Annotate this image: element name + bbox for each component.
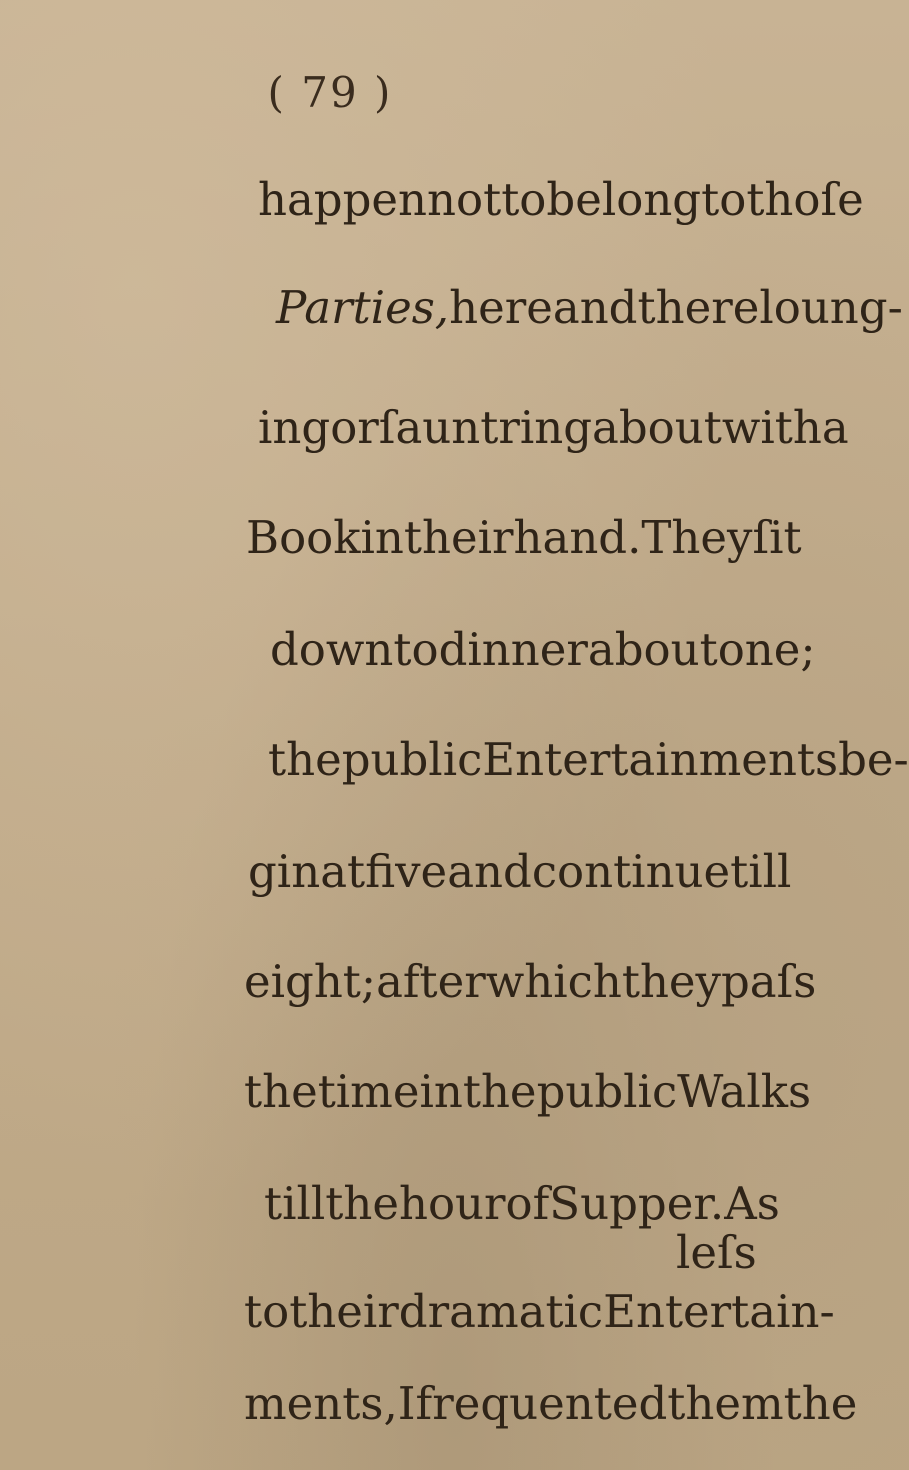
word: the: [462, 1065, 537, 1118]
word: the: [244, 1065, 318, 1118]
word: ſit: [752, 511, 802, 564]
word: after: [376, 955, 486, 1008]
word: hour: [398, 1177, 506, 1230]
word: there: [637, 281, 760, 334]
word: a: [821, 401, 849, 454]
word: till: [264, 1177, 326, 1230]
word: ing: [258, 401, 331, 454]
word: happen: [258, 173, 428, 226]
word: they: [621, 955, 721, 1008]
page-number-text: ( 79 ): [267, 68, 393, 117]
catchword: leſs: [676, 1226, 757, 1279]
text-line-3: [258, 398, 849, 458]
word: with: [721, 401, 822, 454]
word: five: [365, 845, 448, 898]
word: at: [320, 845, 366, 898]
word: here: [449, 281, 553, 334]
text-line-7: [248, 842, 792, 902]
text-line-9: [244, 1062, 812, 1122]
word: gin: [248, 845, 321, 898]
word: the: [325, 1177, 399, 1230]
text-line-8: [244, 952, 817, 1012]
page-number: [0, 68, 800, 117]
word: Book: [246, 511, 361, 564]
word: thoſe: [746, 173, 864, 226]
word: the: [783, 1377, 858, 1430]
word: and: [552, 281, 638, 334]
word: They: [641, 511, 753, 564]
word: their: [403, 511, 514, 564]
word: public: [536, 1065, 678, 1118]
word: not: [427, 173, 502, 226]
word: one;: [717, 623, 816, 676]
word: which: [485, 955, 622, 1008]
word: Entertain-: [603, 1285, 835, 1338]
word: dramatic: [398, 1285, 604, 1338]
word: to: [701, 173, 747, 226]
text-line-11: [244, 1282, 835, 1342]
word: hand.: [513, 511, 642, 564]
text-line-5: [270, 620, 816, 680]
word: their: [289, 1285, 399, 1338]
word: in: [360, 511, 404, 564]
word: eight;: [244, 955, 377, 1008]
word: to: [244, 1285, 290, 1338]
word: of: [505, 1177, 550, 1230]
word: Parties,: [276, 281, 450, 334]
word: dinner: [438, 623, 588, 676]
word: Entertainments: [482, 733, 839, 786]
text-line-6: [268, 730, 909, 790]
word: ſauntring: [378, 401, 593, 454]
word: loung-: [759, 281, 903, 334]
word: continue: [531, 845, 731, 898]
word: be-: [838, 733, 909, 786]
word: the: [268, 733, 342, 786]
word: about: [592, 401, 722, 454]
word: As: [724, 1177, 780, 1230]
word: time: [317, 1065, 420, 1118]
word: frequented: [415, 1377, 668, 1430]
word: public: [341, 733, 483, 786]
word: Supper.: [549, 1177, 725, 1230]
word: or: [330, 401, 379, 454]
word: I: [397, 1377, 416, 1430]
text-line-1: [258, 170, 864, 230]
word: to: [393, 623, 439, 676]
word: them: [667, 1377, 784, 1430]
word: to: [501, 173, 547, 226]
word: about: [587, 623, 718, 676]
word: ments,: [244, 1377, 398, 1430]
word: and: [447, 845, 532, 898]
text-line-2: [276, 278, 903, 338]
word: paſs: [720, 955, 817, 1008]
word: down: [270, 623, 394, 676]
text-line-12: [244, 1374, 858, 1434]
word: Walks: [677, 1065, 812, 1118]
word: belong: [546, 173, 702, 226]
text-line-4: [246, 508, 802, 568]
word: till: [730, 845, 792, 898]
word: in: [419, 1065, 463, 1118]
text-line-10: [264, 1174, 780, 1234]
